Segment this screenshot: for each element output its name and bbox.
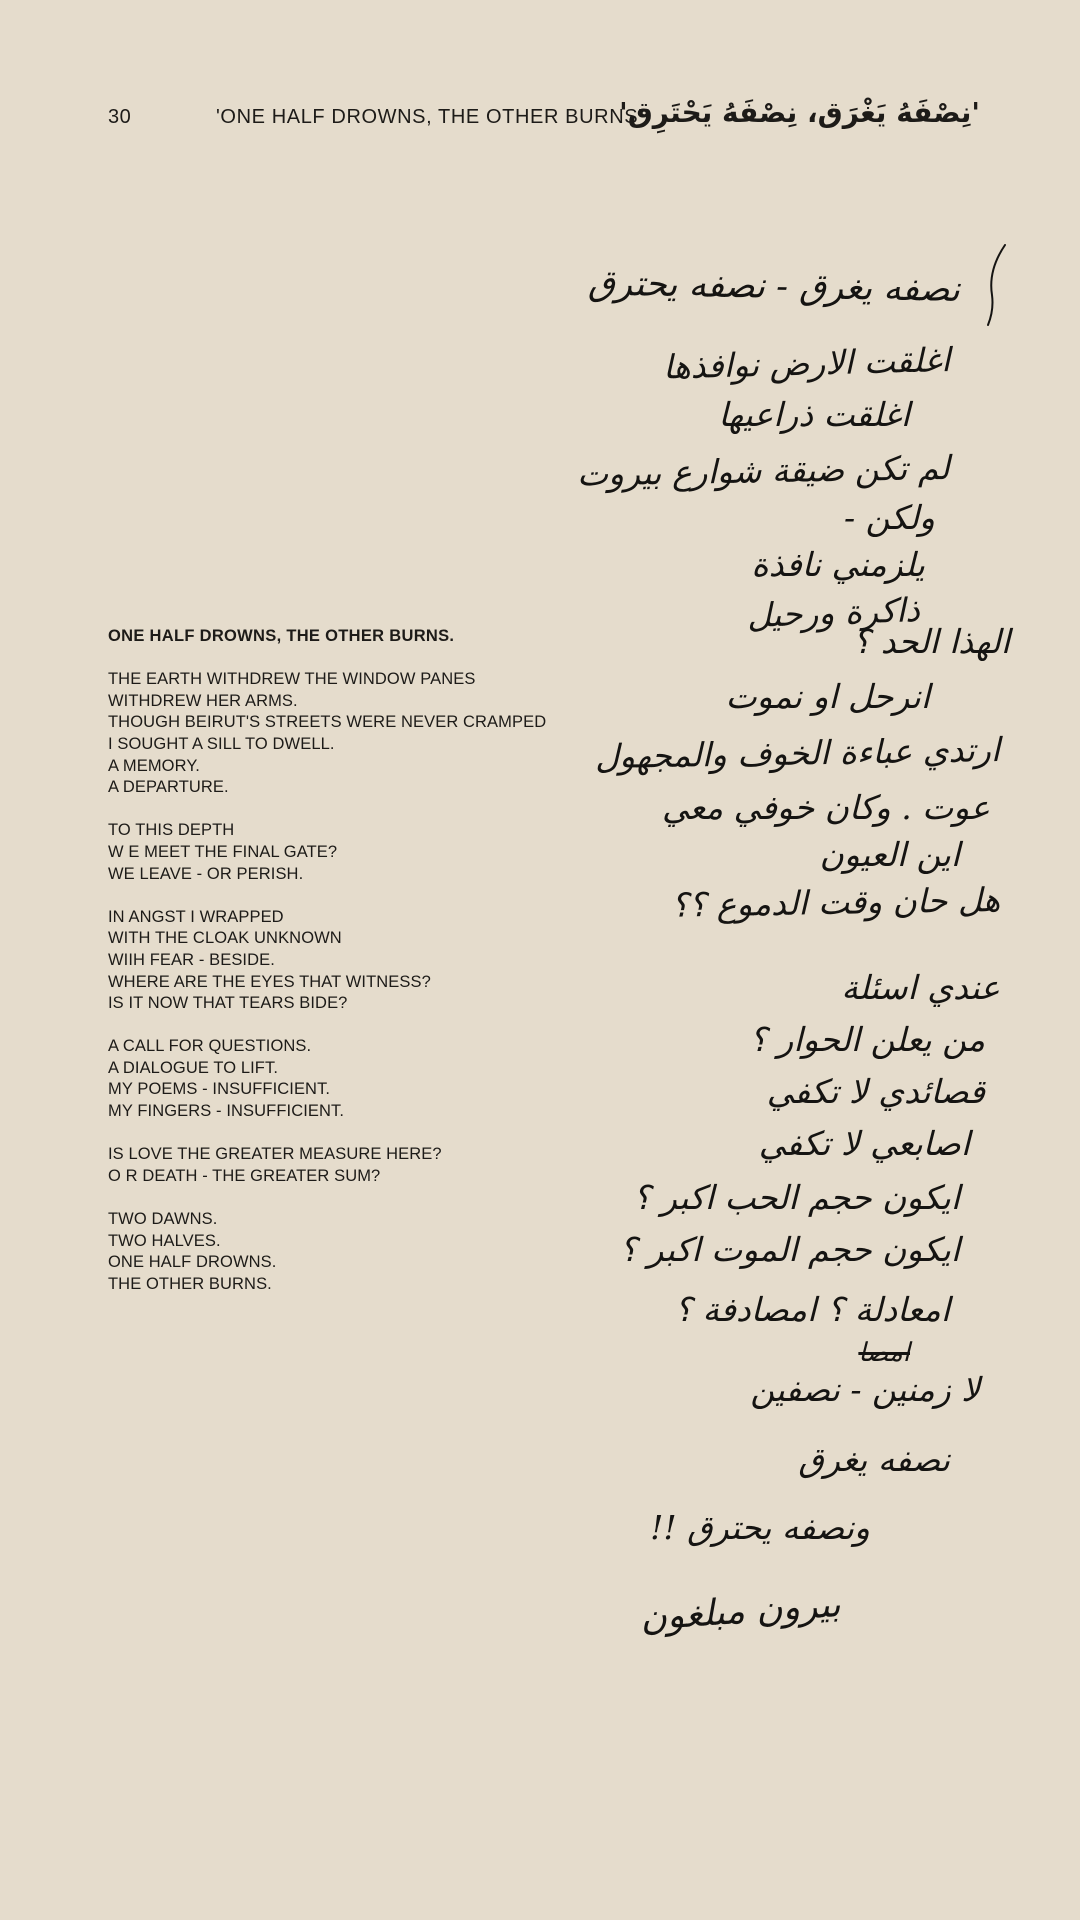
manuscript-line: اصابعي لا تكفي — [758, 1124, 970, 1163]
english-poem — [108, 626, 548, 1317]
manuscript-line: ايكون حجم الموت اكبر ؟ — [619, 1230, 960, 1269]
poem-line: ONE HALF DROWNS. — [108, 1253, 277, 1272]
stanza — [108, 907, 548, 1015]
manuscript-line: ارتدي عباءة الخوف والمجهول — [594, 730, 1001, 777]
manuscript-line: قصائدي لا تكفي — [766, 1072, 985, 1111]
poem-title: ONE HALF DROWNS, THE OTHER BURNS. — [108, 627, 455, 645]
poem-line: TWO DAWNS. — [108, 1210, 218, 1229]
manuscript-line: من يعلن الحوار ؟ — [749, 1020, 985, 1059]
manuscript-line: نصفه يغرق - نصفه يحترق — [587, 263, 961, 310]
poem-line: THE OTHER BURNS. — [108, 1274, 272, 1293]
manuscript-line: الهذا الحد ؟ — [852, 622, 1010, 661]
poem-line: MY POEMS - INSUFFICIENT. — [108, 1080, 331, 1099]
stanza — [108, 669, 548, 799]
manuscript-line: اغلقت ذراعيها — [718, 395, 910, 434]
poem-line: IN ANGST I WRAPPED — [108, 907, 284, 926]
poem-line: A CALL FOR QUESTIONS. — [108, 1037, 312, 1056]
poem-line: THE EARTH WITHDREW THE WINDOW PANES — [108, 670, 476, 689]
manuscript-line: نصفه يغرق — [798, 1440, 950, 1479]
manuscript-bracket-icon — [980, 240, 1010, 330]
poem-line: WHERE ARE THE EYES THAT WITNESS? — [108, 972, 431, 991]
manuscript-line: انرحل او نموت — [725, 677, 930, 716]
poem-line: WIIH FEAR - BESIDE. — [108, 950, 275, 969]
manuscript-line: عوت . وكان خوفي معي — [661, 788, 990, 827]
manuscript-line: يلزمني نافذة — [751, 545, 925, 584]
poem-line: THOUGH BEIRUT'S STREETS WERE NEVER CRAMPED — [108, 713, 547, 732]
manuscript-line: عندي اسئلة — [841, 968, 1000, 1007]
page-number: 30 — [108, 106, 132, 128]
manuscript-line: امعادلة ؟ امصادفة ؟ — [674, 1290, 950, 1329]
manuscript-line: ايكون حجم الحب اكبر ؟ — [633, 1178, 960, 1217]
poem-line: TO THIS DEPTH — [108, 821, 235, 840]
poem-line: IS LOVE THE GREATER MEASURE HERE? — [108, 1145, 442, 1164]
manuscript-line: ذاكرة ورحيل — [746, 590, 921, 636]
poem-line: I SOUGHT A SILL TO DWELL. — [108, 734, 335, 753]
manuscript-line: اغلقت الارض نوافذها — [662, 340, 951, 387]
manuscript-line: ولكن - — [844, 498, 935, 537]
poem-line: IS IT NOW THAT TEARS BIDE? — [108, 994, 348, 1013]
stanza — [108, 1209, 548, 1295]
poem-line: A DIALOGUE TO LIFT. — [108, 1058, 279, 1077]
poem-line: TWO HALVES. — [108, 1231, 221, 1250]
poem-line: WITH THE CLOAK UNKNOWN — [108, 929, 342, 948]
manuscript-line: هل حان وقت الدموع ؟؟ — [670, 880, 1001, 925]
poem-line: O R DEATH - THE GREATER SUM? — [108, 1166, 381, 1185]
manuscript-signature: بيرون مبلغون — [638, 1584, 842, 1639]
stanza — [108, 1144, 548, 1187]
poem-line: WE LEAVE - OR PERISH. — [108, 864, 304, 883]
manuscript-line: ونصفه يحترق !! — [650, 1508, 870, 1547]
arabic-manuscript — [500, 240, 1010, 1660]
poem-line: MY FINGERS - INSUFFICIENT. — [108, 1102, 345, 1121]
poem-line: WITHDREW HER ARMS. — [108, 691, 298, 710]
poem-line: W E MEET THE FINAL GATE? — [108, 842, 338, 861]
struck-word: امصا — [858, 1338, 910, 1368]
poem-line: A MEMORY. — [108, 756, 200, 775]
arabic-title: 'نِصْفَهُ يَغْرَق، نِصْفَهُ يَحْتَرِق' — [619, 96, 980, 129]
running-title: 'ONE HALF DROWNS, THE OTHER BURNS' — [216, 106, 643, 128]
manuscript-line: لا زمنين - نصفين — [750, 1370, 980, 1409]
manuscript-line: لم تكن ضيقة شوارع بيروت — [576, 448, 951, 494]
stanza — [108, 820, 548, 885]
stanza — [108, 1036, 548, 1122]
poem-line: A DEPARTURE. — [108, 778, 229, 797]
manuscript-line: اين العيون — [819, 835, 960, 874]
